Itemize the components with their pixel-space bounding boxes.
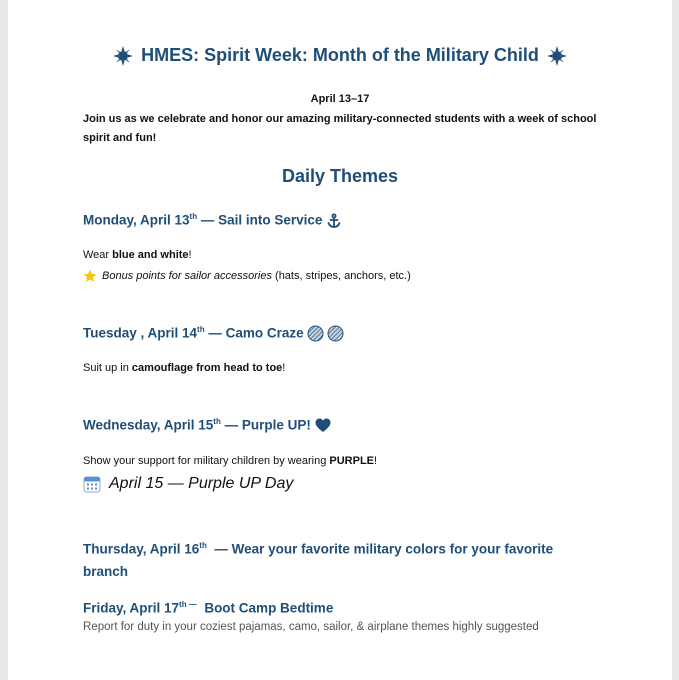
italic-text: Bonus points for sailor accessories [102,269,272,282]
day-heading-friday [83,600,333,616]
day-theme: Boot Camp Bedtime [196,600,334,616]
text-segment: ! [374,455,378,467]
document-page [8,0,672,680]
day-label: Wednesday, April 15 [83,417,214,433]
ordinal-suffix: th — [179,600,197,609]
title-text: HMES: Spirit Week: Month of the Military Child [141,45,539,65]
text-segment: ! [282,362,286,374]
day-theme: — Camo Craze [204,325,304,341]
bold-text: camouflage from head to toe [131,362,283,374]
calendar-icon [83,475,101,493]
anchor-icon [326,213,342,229]
day-heading-tuesday [83,325,345,342]
friday-description: Report for duty in your coziest pajamas, camo, sailor, & airplane themes highly suggested [83,621,539,633]
sun-burst-icon [113,46,133,66]
purple-up-day-text: April 15 — Purple UP Day [109,475,294,492]
day-label: Friday, April 17 [83,600,180,616]
day-heading-thursday-continued [83,564,128,579]
text-segment: Wear [83,249,113,261]
section-heading: Daily Themes [281,166,399,186]
day-label: Thursday, April 16 [83,541,200,557]
ordinal-suffix: th [197,325,205,334]
bold-text: blue and white [112,249,189,261]
text-segment: Show your support for military children by wearing [83,455,330,467]
monday-description [83,249,192,261]
ordinal-suffix: th [199,541,207,550]
day-heading-thursday [83,541,553,557]
bold-text: PURPLE [329,455,375,467]
day-theme: — Sail into Service [197,212,323,228]
sun-burst-icon [547,46,567,66]
purple-up-day-line [83,475,293,493]
day-heading-monday [83,212,342,229]
ordinal-suffix: th [189,212,198,221]
day-heading-wednesday [83,417,331,433]
day-theme-continued: branch [83,564,129,579]
ordinal-suffix: th [213,417,221,426]
text-segment: ! [188,249,192,261]
page-title [8,45,672,66]
heart-icon [315,418,331,433]
wednesday-description [83,455,377,467]
day-theme: — Wear your favorite military colors for your favorite [206,541,554,557]
tuesday-description [83,362,285,374]
star-icon [83,269,97,283]
text-segment: Suit up in [83,362,132,374]
event-dates: April 13–17 [310,93,370,105]
day-theme: — Purple UP! [220,417,311,433]
camo-circles-icon [307,325,345,342]
text-segment: (hats, stripes, anchors, etc.) [271,269,411,282]
day-label: Tuesday , April 14 [83,325,198,341]
intro-text: Join us as we celebrate and honor our amazing military-connected students with a week of school spirit and fun! [83,113,597,144]
day-label: Monday, April 13 [83,212,190,228]
monday-bonus [83,269,411,283]
